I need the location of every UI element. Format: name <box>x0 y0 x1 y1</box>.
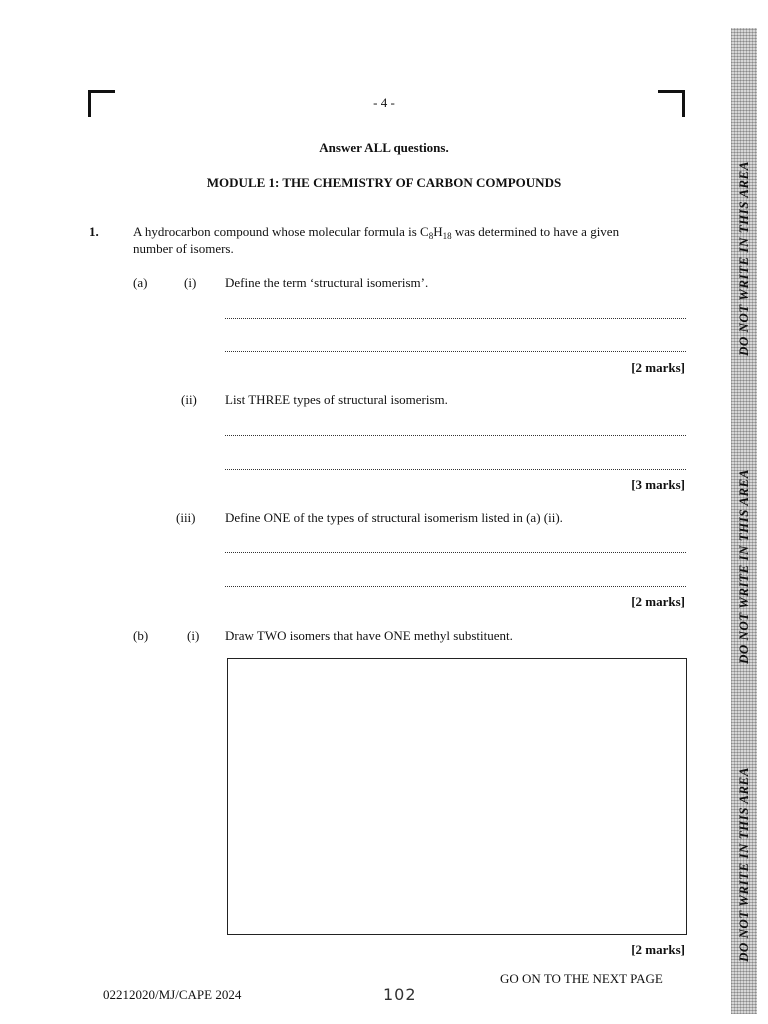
part-a-ii-text: List THREE types of structural isomerism. <box>225 392 448 407</box>
answer-line[interactable] <box>225 351 686 352</box>
part-a-label: (a) <box>133 275 148 290</box>
margin-warning-top: DO NOT WRITE IN THIS AREA <box>736 161 751 357</box>
answer-line[interactable] <box>225 552 686 553</box>
stem-text-mid: H <box>433 224 443 239</box>
page-number: - 4 - <box>373 95 395 110</box>
paper-code: 02212020/MJ/CAPE 2024 <box>103 987 242 1002</box>
answer-line[interactable] <box>225 435 686 436</box>
part-a-i-label: (i) <box>184 275 197 290</box>
part-a-i-text: Define the term ‘structural isomerism’. <box>225 275 429 290</box>
answer-line[interactable] <box>225 318 686 319</box>
stem-subscript-1: 8 <box>428 231 434 241</box>
part-a-ii-label: (ii) <box>181 392 197 407</box>
question-number: 1. <box>89 224 99 239</box>
part-b-i-label: (i) <box>187 628 200 643</box>
marks-a-i: [2 marks] <box>631 360 685 375</box>
answer-line[interactable] <box>225 469 686 470</box>
part-a-iii-text: Define ONE of the types of structural isomerism listed in (a) (ii). <box>225 510 563 525</box>
question-stem-line2: number of isomers. <box>133 241 234 256</box>
answer-line[interactable] <box>225 586 686 587</box>
margin-warning-middle: DO NOT WRITE IN THIS AREA <box>736 469 751 665</box>
handwritten-page-mark: 102 <box>383 985 417 1004</box>
marks-a-ii: [3 marks] <box>631 477 685 492</box>
stem-text-b: was determined to have a given <box>451 224 620 239</box>
stem-subscript-2: 18 <box>442 231 452 241</box>
marks-b-i: [2 marks] <box>631 942 685 957</box>
part-a-iii-label: (iii) <box>176 510 196 525</box>
stem-text-a: A hydrocarbon compound whose molecular formula is C <box>133 224 429 239</box>
margin-warning-bottom: DO NOT WRITE IN THIS AREA <box>736 767 751 963</box>
marks-a-iii: [2 marks] <box>631 594 685 609</box>
go-on-next-page: GO ON TO THE NEXT PAGE <box>500 971 663 986</box>
drawing-answer-box[interactable] <box>227 658 687 935</box>
part-b-label: (b) <box>133 628 149 643</box>
instruction: Answer ALL questions. <box>319 140 449 155</box>
part-b-i-text: Draw TWO isomers that have ONE methyl substituent. <box>225 628 513 643</box>
module-title: MODULE 1: THE CHEMISTRY OF CARBON COMPOUNDS <box>206 175 562 190</box>
